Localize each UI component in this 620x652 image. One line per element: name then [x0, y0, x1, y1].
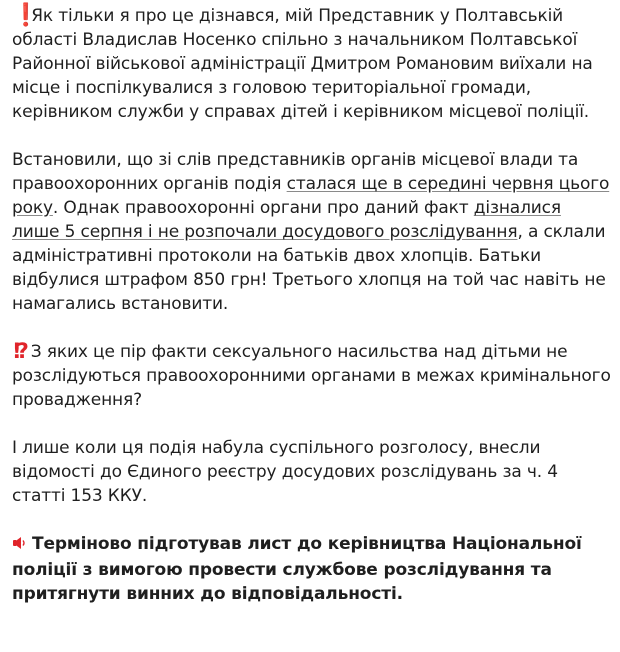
paragraph-letter-text: Терміново підготував лист до керівництва Національної поліції з вимогою провести службове розслідування та притягнути винних до відповідальності.	[12, 534, 582, 604]
link-mid-june[interactable]: сталася ще в середині червня цього року	[12, 174, 610, 218]
interrobang-icon: !?	[12, 339, 24, 363]
paragraph-registry-text: І лише коли ця подія набула суспільного розголосу, внесли відомості до Єдиного реєстру досудових розслідувань за ч. 4 статті 153 ККУ.	[12, 438, 558, 506]
findings-text-1: Встановили, що зі слів представників органів місцевої влади та правоохоронних органів подія	[12, 150, 579, 194]
link-august-5[interactable]: дізналися лише 5 серпня і не розпочали досудового розслідування	[12, 198, 561, 242]
findings-text-3: , а склали адміністративні протоколи на батьків двох хлопців. Батьки відбулися штрафом 850 грн! Третього хлопця на той час навіть не намагались встановити.	[12, 222, 606, 314]
exclamation-icon: ❗	[12, 3, 40, 28]
paragraph-question-text: З яких це пір факти сексуального насильства над дітьми не розслідуються правоохоронними органами в межах кримінального провадження?	[12, 342, 611, 410]
paragraph-registry	[12, 436, 612, 508]
paragraph-intro	[12, 4, 612, 124]
paragraph-question	[12, 340, 612, 412]
findings-text-2: . Однак правоохоронні органи про даний факт	[52, 198, 474, 218]
paragraph-intro-text: Як тільки я про це дізнався, мій Представник у Полтавській області Владислав Носенко спільно з начальником Полтавської Районної військової адміністрації Дмитром Романовим виїхали на місце і поспілкувалися з головою територіальної громади, керівником служби у справах дітей і керівником місцевої поліції.	[12, 6, 593, 122]
paragraph-findings	[12, 148, 612, 316]
paragraph-letter	[12, 532, 612, 606]
speaker-icon	[12, 534, 26, 558]
